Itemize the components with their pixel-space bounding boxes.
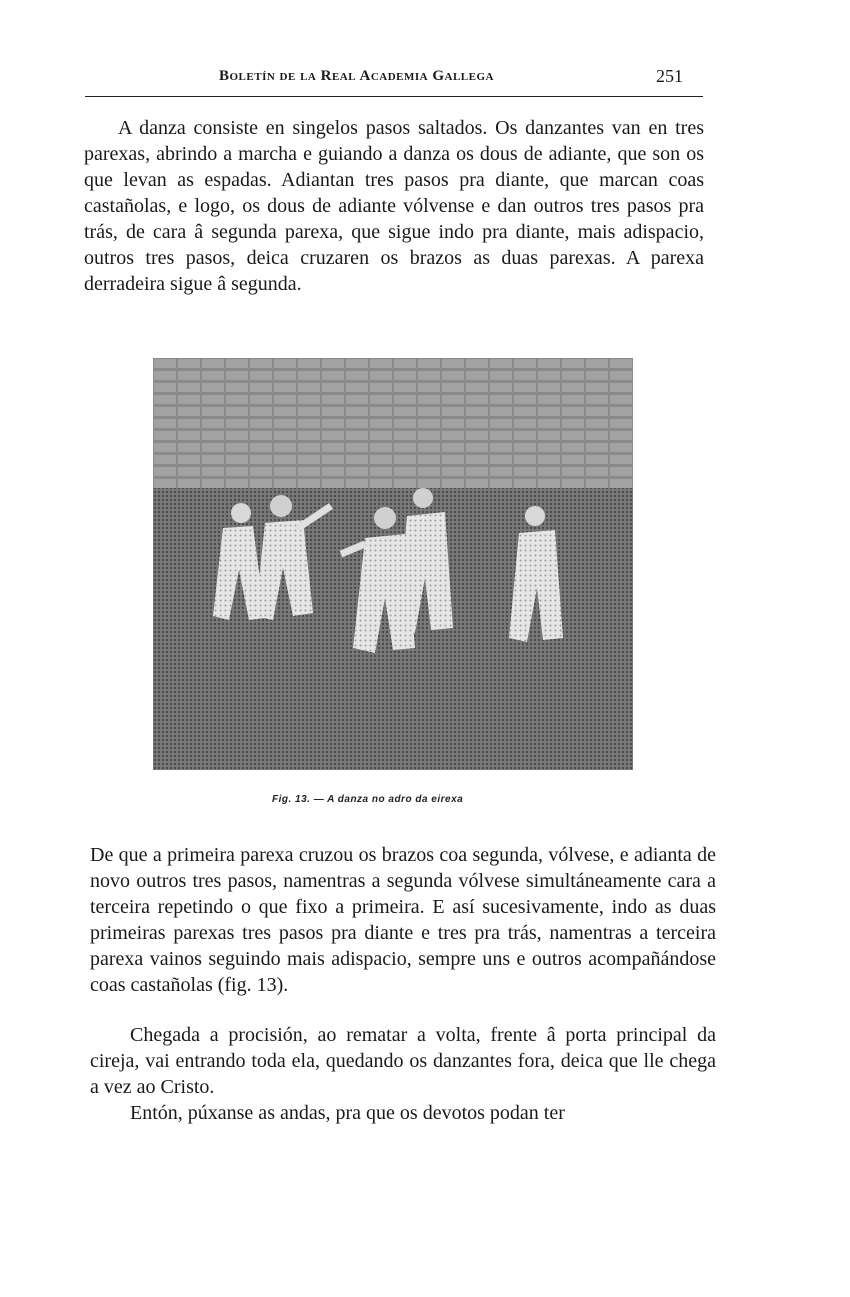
page-number: 251 [656,66,683,86]
running-header [85,62,703,97]
paragraph-4: Entón, púxanse as andas, pra que os devotos podan ter [130,1102,565,1124]
journal-title: Boletín de la Real Academia Gallega [219,68,494,84]
paragraph-3: Chegada a procisión, ao rematar a volta, frente â porta principal da cireja, vai entrando toda ela, quedando os danzantes fora, deica que lle chega a vez ao Cristo. [90,1024,716,1098]
paragraph-2: De que a primeira parexa cruzou os brazos coa segunda, vólvese, e adianta de novo outros tres pasos, namentras a segunda vólvese simultáneamente cara a terceira repetindo o que fixo a primeira. E así sucesivamente, indo as duas primeiras parexas tres pasos pra diante e tres pra trás, namentras a terceira parexa vainos seguindo mais adispacio, sempre uns e outros acompañándose coas castañolas (fig. 13). [90,844,716,996]
paragraph-1: A danza consiste en singelos pasos saltados. Os danzantes van en tres parexas, abrindo a marcha e guiando a danza os dous de adiante, que son os que levan as espadas. Adiantan tres pasos pra diante, que marcan coas castañolas, e logo, os dous de adiante vólvense e dan outros tres pasos pra trás, de cara â segunda parexa, que sigue indo pra diante, mais adispacio, outros tres pasos, deica cruzaren os brazos as duas parexas. A parexa derradeira sigue â segunda. [84,117,704,295]
dance-photograph [153,358,633,770]
figure-caption: Fig. 13. — A danza no adro da eirexa [272,794,464,805]
